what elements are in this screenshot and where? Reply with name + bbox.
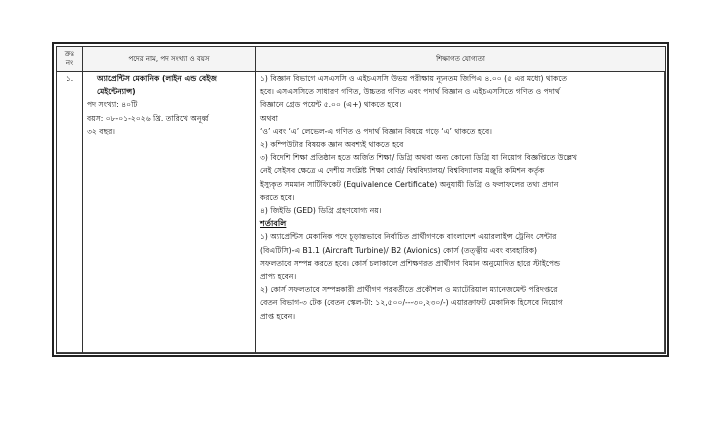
qualification-line: ‘ও’ এবং ‘এ’ লেভেল-এ গণিত ও পদার্থ বিজ্ঞান বিষয়ে গড়ে ‘এ’ থাকতে হবে।	[260, 126, 492, 136]
condition-line: প্রাপ্ত হবেন।	[260, 311, 296, 321]
table-header-row	[57, 47, 666, 72]
age-line1: বয়স: ০৮-০১-২০২৬ খ্রি. তারিখে অনূর্ধ্ব	[87, 113, 209, 123]
qualification-line: অথবা	[260, 113, 278, 123]
condition-line: সফলতাবে সম্পন্ন করতে হবে। কোর্স চলাকালে প্রশিক্ষণরত প্রার্থীগণ বিমান অনুমোদিত হারে স্টাইপেন্ড	[260, 258, 561, 268]
post-title-line1: অ্যাপ্রেন্টিস মেকানিক (লাইন এন্ড বেইজ	[97, 74, 217, 83]
serial-header-line2: নং	[65, 59, 74, 67]
qualification-line: ৩) বিদেশি শিক্ষা প্রতিষ্ঠান হতে অর্জিত শিক্ষা/ ডিগ্রি অথবা অন্য কোনো ডিগ্রি যা নিয়োগ বিজ্ঞপ্তিতে উল্লেখ	[260, 153, 578, 163]
table-row	[57, 72, 666, 354]
age-line2: ৩২ বছর।	[87, 126, 116, 136]
qualification-line: ১) বিজ্ঞান বিভাগে এসএসসি ও এইচএসসি উভয় পরীক্ষায় ন্যূনতম জিপিএ ৪.০০ (৫ এর মধ্যে) থাকতে	[260, 74, 568, 83]
post-header: পদের নাম, পদ সংখ্যা ও বয়স	[83, 47, 256, 72]
condition-line: বেতন বিভাগ-৩ টেক (বেতন স্কেল-টা: ১২,৫০০/---৩০,২৩০/-) এয়ারক্রাফট মেকানিক হিসেবে নিয়োগ	[260, 298, 563, 308]
qualification-line: করতে হবে।	[260, 192, 295, 202]
job-table	[56, 46, 666, 354]
qualification-line: হবে। এসএসসিতে সাধারণ গণিত, উচ্চতর গণিত এবং পদার্থ বিজ্ঞান ও এইচএসসিতে গণিত ও পদার্থ	[260, 87, 560, 97]
condition-line: প্রাপ্য হবেন।	[260, 272, 297, 282]
qualification-line: ৪) জিইডি (GED) ডিগ্রি গ্রহণযোগ্য নয়।	[260, 206, 382, 216]
post-count: পদ সংখ্যা: ৪০টি	[87, 100, 138, 110]
qualification-header: শিক্ষাগত যোগ্যতা	[256, 47, 666, 72]
qualification-cell	[256, 72, 666, 354]
post-cell	[83, 72, 256, 354]
qualification-line: নেই সেইসব ক্ষেত্রে এ দেশীয় সংশ্লিষ্ট শিক্ষা বোর্ড/ বিশ্ববিদ্যালয়/ বিশ্ববিদ্যালয় মঞ্জুরি কমিশন কর্তৃক	[260, 166, 545, 176]
qualification-line: ২) কম্পিউটার বিষয়ক জ্ঞান অবশ্যই থাকতে হবে	[260, 140, 404, 150]
post-title-line2: মেইন্টেন্যান্স)	[97, 87, 136, 97]
condition-line: ২) কোর্স সফলতাবে সম্পন্নকারী প্রার্থীগণ পরবর্তীতে প্রকৌশল ও ম্যাটেরিয়াল ম্যানেজমেন্ট পরিদপ্তরে	[260, 285, 558, 295]
qualification-line: বিজ্ঞানে গ্রেড পয়েন্ট ৫.০০ (এ+) থাকতে হবে।	[260, 100, 402, 110]
serial-cell: ১.	[57, 72, 83, 354]
qualification-line: ইস্যুকৃত সমমান সার্টিফিকেট (Equivalence Certificate) অনুযায়ী ডিগ্রি ও ফলাফলের তথ্য প্রদান	[260, 179, 559, 189]
conditions-heading: শর্তাবলি	[260, 218, 287, 229]
condition-line: ১) অ্যাপ্রেন্টিস মেকানিক পদে চূড়ান্তভাবে নির্বাচিত প্রার্থীগণকে বাংলাদেশ এয়ারলাইন্স ট্রেনিং সেন্টার	[260, 232, 557, 242]
condition-line: (বিএটিসি)-এ B1.1 (Aircraft Turbine)/ B2 (Avionics) কোর্স (তত্ত্বীয় এবং ব্যবহারিক)	[260, 245, 537, 255]
serial-header-line1: ক্রঃ	[64, 50, 75, 58]
serial-header	[57, 47, 83, 72]
